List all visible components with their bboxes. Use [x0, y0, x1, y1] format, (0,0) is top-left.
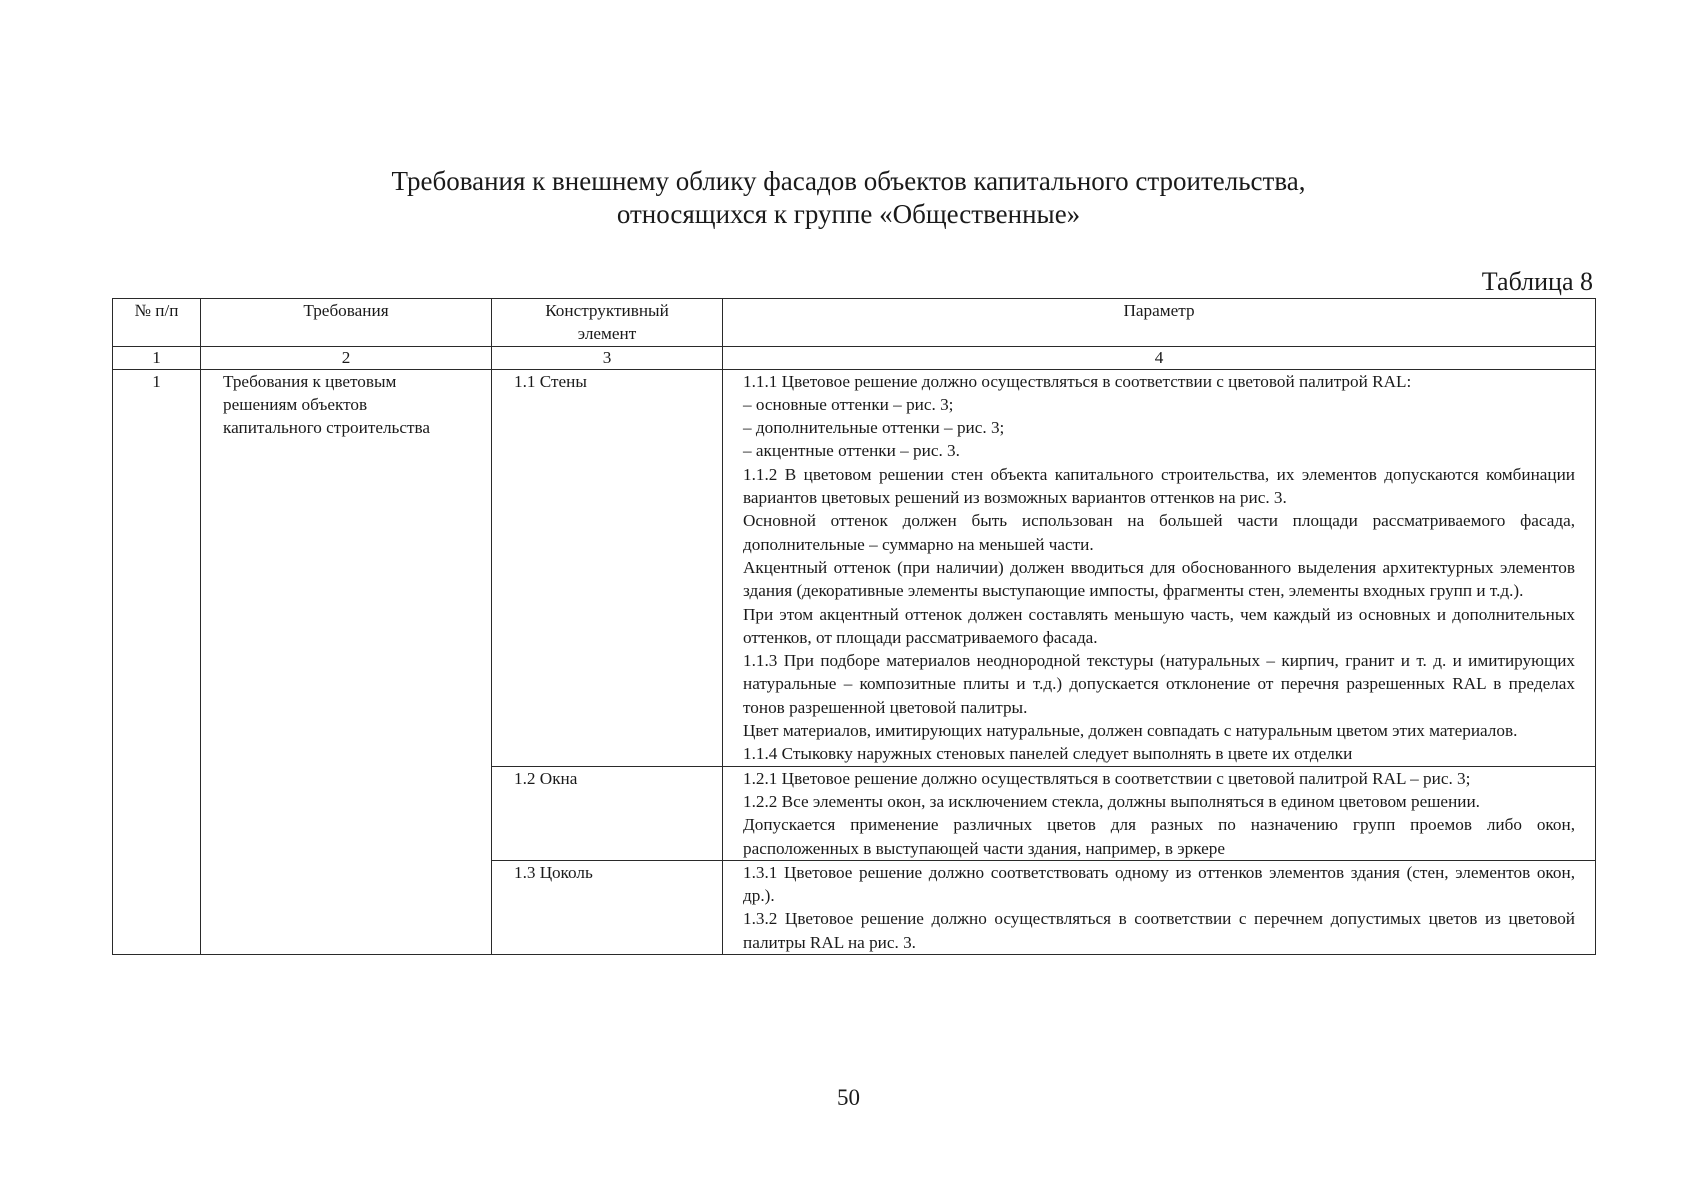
param-line: – акцентные оттенки – рис. 3.	[743, 441, 960, 461]
parameter-windows	[723, 766, 1596, 860]
column-number-1: 1	[113, 346, 201, 369]
header-element	[492, 299, 723, 347]
requirement-cell	[201, 369, 492, 954]
header-element-label: Конструктивный элемент	[545, 301, 669, 344]
requirement-text: Требования к цветовым решениям объектов капитального строительства	[223, 371, 431, 438]
header-num	[113, 299, 201, 347]
param-line: 1.1.2 В цветовом решении стен объекта капитального строительства, их элементов допускаются комбинации вариантов цветовых решений из возможных вариантов оттенков на рис. 3.	[743, 464, 1575, 508]
param-line: 1.3.2 Цветовое решение должно осуществляться в соответствии с перечнем допустимых цветов из цветовой палитры RAL на рис. 3.	[743, 909, 1575, 952]
table-caption: Таблица 8	[1481, 267, 1593, 296]
column-number-3: 3	[492, 346, 723, 369]
param-line: – дополнительные оттенки – рис. 3;	[743, 418, 1005, 438]
header-num-label: № п/п	[134, 301, 179, 320]
header-parameter	[723, 299, 1596, 347]
element-plinth: 1.3 Цоколь	[492, 860, 723, 954]
param-line: 1.1.1 Цветовое решение должно осуществляться в соответствии с цветовой палитрой RAL:	[743, 371, 1412, 391]
param-line: 1.1.3 При подборе материалов неоднородной текстуры (натуральных – кирпич, гранит и т. д. и имитирующих натуральные – композитные плиты и т.д.) допускается отклонение от перечня разрешенных RAL в пределах тонов разрешенной цветовой палитры.	[743, 651, 1575, 717]
requirements-table	[112, 298, 1596, 955]
element-walls: 1.1 Стены	[492, 369, 723, 766]
column-number-row	[113, 346, 1596, 369]
param-line: 1.2.2 Все элементы окон, за исключением стекла, должны выполняться в едином цветовом решении.	[743, 791, 1480, 811]
param-line: Акцентный оттенок (при наличии) должен вводиться для обоснованного выделения архитектурных элементов здания (декоративные элементы выступающие импосты, фрагменты стен, элементы входных групп и т.д.).	[743, 557, 1575, 601]
param-line: 1.2.1 Цветовое решение должно осуществляться в соответствии с цветовой палитрой RAL – рис. 3;	[743, 768, 1471, 788]
page-title-line-1: Требования к внешнему облику фасадов объектов капитального строительства,	[391, 166, 1306, 196]
page-number: 50	[837, 1085, 860, 1110]
header-parameter-label: Параметр	[1123, 301, 1195, 320]
table-row-walls	[113, 369, 1596, 766]
header-requirements-label: Требования	[303, 301, 389, 320]
param-line: Цвет материалов, имитирующих натуральные, должен совпадать с натуральным цветом этих материалов.	[743, 721, 1518, 741]
table-header-row	[113, 299, 1596, 347]
column-number-4: 4	[723, 346, 1596, 369]
parameter-walls	[723, 369, 1596, 766]
param-line: – основные оттенки – рис. 3;	[743, 394, 954, 414]
param-line: Допускается применение различных цветов для разных по назначению групп проемов либо окон, расположенных в выступающей части здания, например, в эркере	[743, 815, 1575, 858]
parameter-plinth	[723, 860, 1596, 954]
param-line: Основной оттенок должен быть использован на большей части площади рассматриваемого фасада, дополнительные – суммарно на меньшей части.	[743, 511, 1575, 554]
page-title	[0, 165, 1697, 231]
column-number-2: 2	[201, 346, 492, 369]
element-windows: 1.2 Окна	[492, 766, 723, 860]
param-line: 1.3.1 Цветовое решение должно соответствовать одному из оттенков элементов здания (стен, элементов окон, др.).	[743, 862, 1575, 906]
row-number: 1	[113, 369, 201, 954]
page-title-line-2: относящихся к группе «Общественные»	[616, 199, 1081, 229]
param-line: При этом акцентный оттенок должен составлять меньшую часть, чем каждый из основных и дополнительных оттенков, от площади рассматриваемого фасада.	[743, 604, 1575, 647]
header-requirements	[201, 299, 492, 347]
param-line: 1.1.4 Стыковку наружных стеновых панелей следует выполнять в цвете их отделки	[743, 744, 1353, 764]
